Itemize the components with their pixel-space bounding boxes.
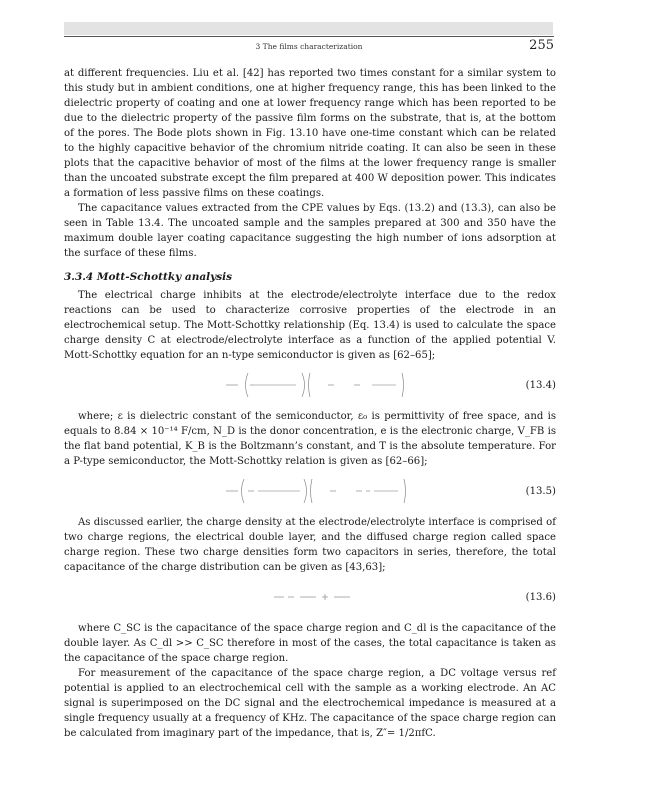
equation-13-6 xyxy=(64,581,556,613)
paragraph-4: where; ε is dielectric constant of the semiconductor, ε₀ is permittivity of free space, and is equals to 8.84 × 10⁻¹⁴ F/cm, N_D is the donor concentration, e is the electronic charge, V_FB is the flat band potential, K_B is the Boltzmann’s constant, and T is the absolute temperature. For a P-type semiconductor, the Mott-Schottky relation is given as [62–66]; xyxy=(64,411,556,467)
page-number: 255 xyxy=(529,38,554,53)
paragraph-7: For measurement of the capacitance of the space charge region, a DC voltage versus ref potential is applied to an electrochemical cell with the sample as a working electrode. An AC signal is superimposed on the DC signal and the electrochemical impedance is measured at a single frequency usually at a frequency of KHz. The capacitance of the space charge region can be calculated from imaginary part of the impedance, that is, Z″= 1/2πfC. xyxy=(64,668,556,739)
section-heading: 3.3.4 Mott-Schottky analysis xyxy=(64,271,233,283)
paragraph-6: where C_SC is the capacitance of the space charge region and C_dl is the capacitance of the double layer. As C_dl >> C_SC therefore in most of the cases, the total capacitance is taken as the capacitance of the space charge region. xyxy=(64,623,556,664)
paragraph-2: The capacitance values extracted from the CPE values by Eqs. (13.2) and (13.3), can also be seen in Table 13.4. The uncoated sample and the samples prepared at 300 and 350 have the maximum double layer coating capacitance suggesting the high number of ions adsorption at the surface of these films. xyxy=(64,203,556,259)
equation-13-6-number: (13.6) xyxy=(525,592,556,603)
page-header xyxy=(64,36,554,55)
body-text xyxy=(64,66,556,741)
running-title: 3 The films characterization xyxy=(255,42,363,51)
equation-13-4 xyxy=(64,369,556,401)
paragraph-1: at different frequencies. Liu et al. [42] has reported two times constant for a similar system to this study but in ambient conditions, one at higher frequency range, this has been linked to the dielectric property of coating and one at lower frequency range which has been reported to be due to the dielectric property of the passive film forms on the substrate, that is, at the bottom of the pores. The Bode plots shown in Fig. 13.10 have one-time constant which can be related to the highly capacitive behavior of the chromium nitride coating. It can also be seen in these plots that the capacitive behavior of most of the films at the lower frequency range is smaller than the uncoated substrate except the film prepared at 400 W deposition power. This indicates a formation of less passive films on these coatings. xyxy=(64,68,556,199)
paragraph-5: As discussed earlier, the charge density at the electrode/electrolyte interface is comprised of two charge regions, the electrical double layer, and the diffused charge region called space charge region. These two charge densities form two capacitors in series, therefore, the total capacitance of the charge distribution can be given as [43,63]; xyxy=(64,517,556,573)
equation-13-5-number: (13.5) xyxy=(525,486,556,497)
equation-13-5-image xyxy=(224,475,424,507)
equation-13-4-number: (13.4) xyxy=(525,380,556,391)
equation-13-5 xyxy=(64,475,556,507)
equation-13-4-image xyxy=(224,369,424,401)
equation-13-6-image xyxy=(224,581,424,613)
paragraph-3: The electrical charge inhibits at the electrode/electrolyte interface due to the redox reactions can be used to characterize corrosive properties of the electrode in an electrochemical setup. The Mott-Schottky relationship (Eq. 13.4) is used to calculate the space charge density C at electrode/electrolyte interface as a function of the applied potential V. Mott-Schottky equation for an n-type semiconductor is given as [62–65]; xyxy=(64,290,556,361)
top-gray-bar xyxy=(64,22,553,35)
